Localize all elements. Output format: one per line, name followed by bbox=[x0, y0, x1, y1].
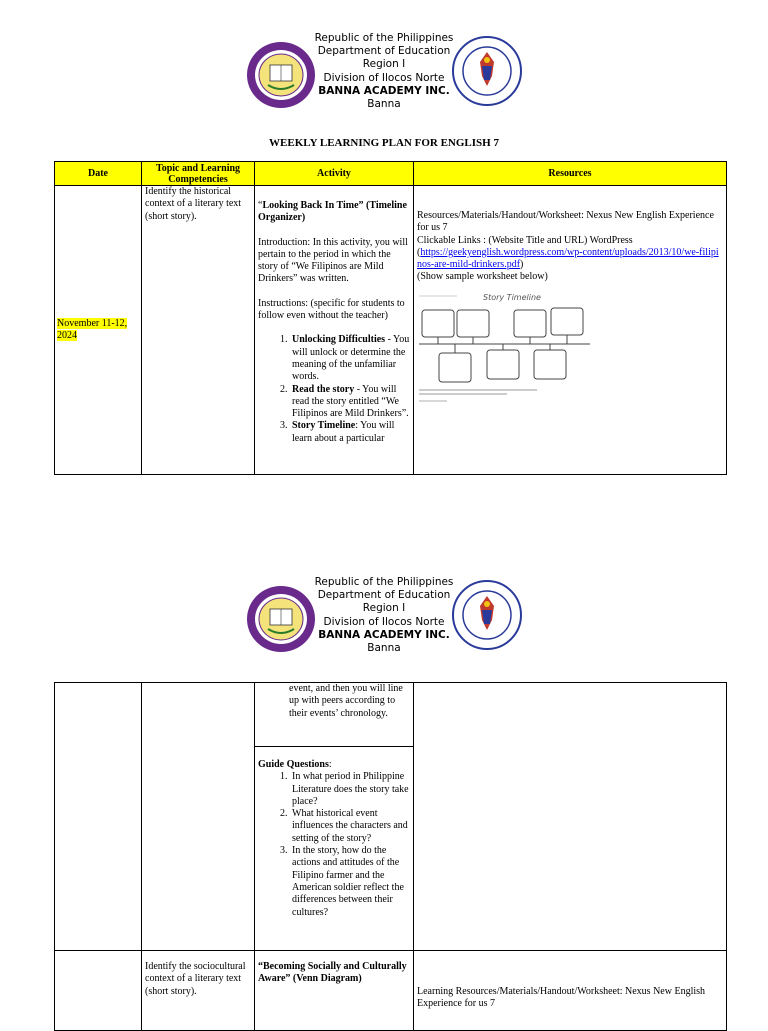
date-text: November 11-12, 2024 bbox=[57, 317, 128, 341]
step-text: : You will learn about a particular bbox=[292, 420, 395, 444]
guide-question: 1. In what period in Philippine Literature does the story take place? bbox=[290, 771, 410, 808]
header-line-2: Department of Education bbox=[317, 589, 451, 602]
guide-colon: : bbox=[328, 759, 332, 770]
header-line-1: Republic of the Philippines bbox=[314, 32, 454, 44]
activity-introduction: Introduction: In this activity, you will pertain to the period in which the story of “We Filipinos are Mild Drinkers” was written. bbox=[258, 236, 408, 285]
activity-title bbox=[258, 200, 410, 225]
link-paren-open: ( bbox=[417, 246, 421, 258]
topic-cell bbox=[142, 186, 255, 475]
story-timeline-worksheet-image bbox=[417, 287, 592, 405]
guide-questions-cell bbox=[255, 747, 414, 951]
date-cell bbox=[55, 186, 142, 475]
deped-seal-icon bbox=[452, 580, 522, 650]
header-line-3: Region I bbox=[362, 58, 406, 71]
guide-questions-label bbox=[258, 759, 410, 771]
weekly-plan-table-1 bbox=[54, 161, 727, 475]
step-bold: Story Timeline bbox=[292, 420, 356, 432]
step-bold: Unlocking Difficulties bbox=[292, 334, 386, 346]
activity-2-subtitle: (Venn Diagram) bbox=[290, 973, 362, 985]
activity-continuation: event, and then you will line up with peers according to their events’ chronology. bbox=[289, 683, 403, 719]
resource-link[interactable]: https://geekyenglish.wordpress.com/wp-content/uploads/2013/10/we-filipinos-are-mild-drinkers.pdf bbox=[417, 246, 719, 271]
guide-label: Guide Questions bbox=[258, 759, 329, 770]
link-paren-close: ) bbox=[520, 259, 524, 271]
header-line-4: Division of Ilocos Norte bbox=[323, 615, 445, 628]
header-line-2: Department of Education bbox=[317, 45, 451, 58]
guide-question: 3. In the story, how do the actions and attitudes of the Filipino farmer and the American soldier reflect the differences between their cultures? bbox=[290, 845, 410, 919]
weekly-plan-table-2 bbox=[54, 682, 727, 1031]
activity-title-bold: Looking Back In Time” (Timeline Organizer) bbox=[258, 200, 407, 224]
topic-text: Identify the historical context of a literary text (short story). bbox=[145, 186, 242, 222]
page-2-header bbox=[0, 574, 768, 664]
page-1-header bbox=[0, 30, 768, 120]
resources-cell bbox=[414, 186, 727, 475]
header-line-3: Region I bbox=[362, 602, 406, 615]
header-topic: Topic and Learning Competencies bbox=[142, 162, 255, 186]
activity-cell bbox=[255, 186, 414, 475]
header-school: BANNA ACADEMY INC. bbox=[318, 628, 450, 641]
guide-question: 2. What historical event influences the characters and setting of the story? bbox=[290, 808, 410, 845]
resources-cell-2 bbox=[414, 951, 727, 1031]
activity-cell-continued bbox=[255, 683, 414, 747]
activity-steps bbox=[258, 334, 410, 445]
header-resources: Resources bbox=[414, 162, 727, 186]
header-school: BANNA ACADEMY INC. bbox=[318, 84, 450, 97]
resources-cell-continued bbox=[414, 683, 727, 951]
clickable-links-label: Clickable Links : (Website Title and URL) WordPress bbox=[417, 234, 633, 246]
activity-2-title bbox=[258, 961, 410, 986]
deped-seal-icon bbox=[452, 36, 522, 106]
link-line bbox=[417, 247, 723, 272]
step-bold: Read the story bbox=[292, 383, 355, 395]
activity-2-title-bold: “Becoming Socially and Culturally Aware” bbox=[258, 961, 407, 985]
step-text: - You will read the story entitled “We Filipinos are Mild Drinkers”. bbox=[292, 383, 409, 420]
topic-2-text: Identify the sociocultural context of a literary text (short story). bbox=[145, 961, 246, 997]
resources-2-text: Learning Resources/Materials/Handout/Worksheet: Nexus New English Experience for us 7 bbox=[417, 986, 706, 1010]
activity-title-quote: “ bbox=[258, 200, 263, 211]
activity-instructions: Instructions: (specific for students to follow even without the teacher) bbox=[258, 297, 405, 322]
header-line-4: Division of Ilocos Norte bbox=[323, 71, 445, 84]
step-item bbox=[290, 384, 410, 421]
header-line-1: Republic of the Philippines bbox=[314, 576, 454, 588]
date-cell-2 bbox=[55, 951, 142, 1031]
header-town: Banna bbox=[367, 98, 401, 111]
header-activity: Activity bbox=[255, 162, 414, 186]
step-item bbox=[290, 334, 410, 383]
header-date: Date bbox=[55, 162, 142, 186]
step-item bbox=[290, 420, 410, 445]
topic-cell-2 bbox=[142, 951, 255, 1031]
topic-cell-continued bbox=[142, 683, 255, 951]
sample-note: (Show sample worksheet below) bbox=[417, 271, 548, 283]
worksheet-title: Story Timeline bbox=[483, 292, 541, 302]
date-cell-continued bbox=[55, 683, 142, 951]
resources-text: Resources/Materials/Handout/Worksheet: Nexus New English Experience for us 7 bbox=[417, 210, 714, 234]
step-text: - You will unlock or determine the meaning of the unfamiliar words. bbox=[292, 334, 410, 383]
activity-cell-2 bbox=[255, 951, 414, 1031]
guide-questions-list bbox=[258, 771, 410, 919]
header-town: Banna bbox=[367, 642, 401, 655]
plan-title: WEEKLY LEARNING PLAN FOR ENGLISH 7 bbox=[269, 137, 499, 149]
